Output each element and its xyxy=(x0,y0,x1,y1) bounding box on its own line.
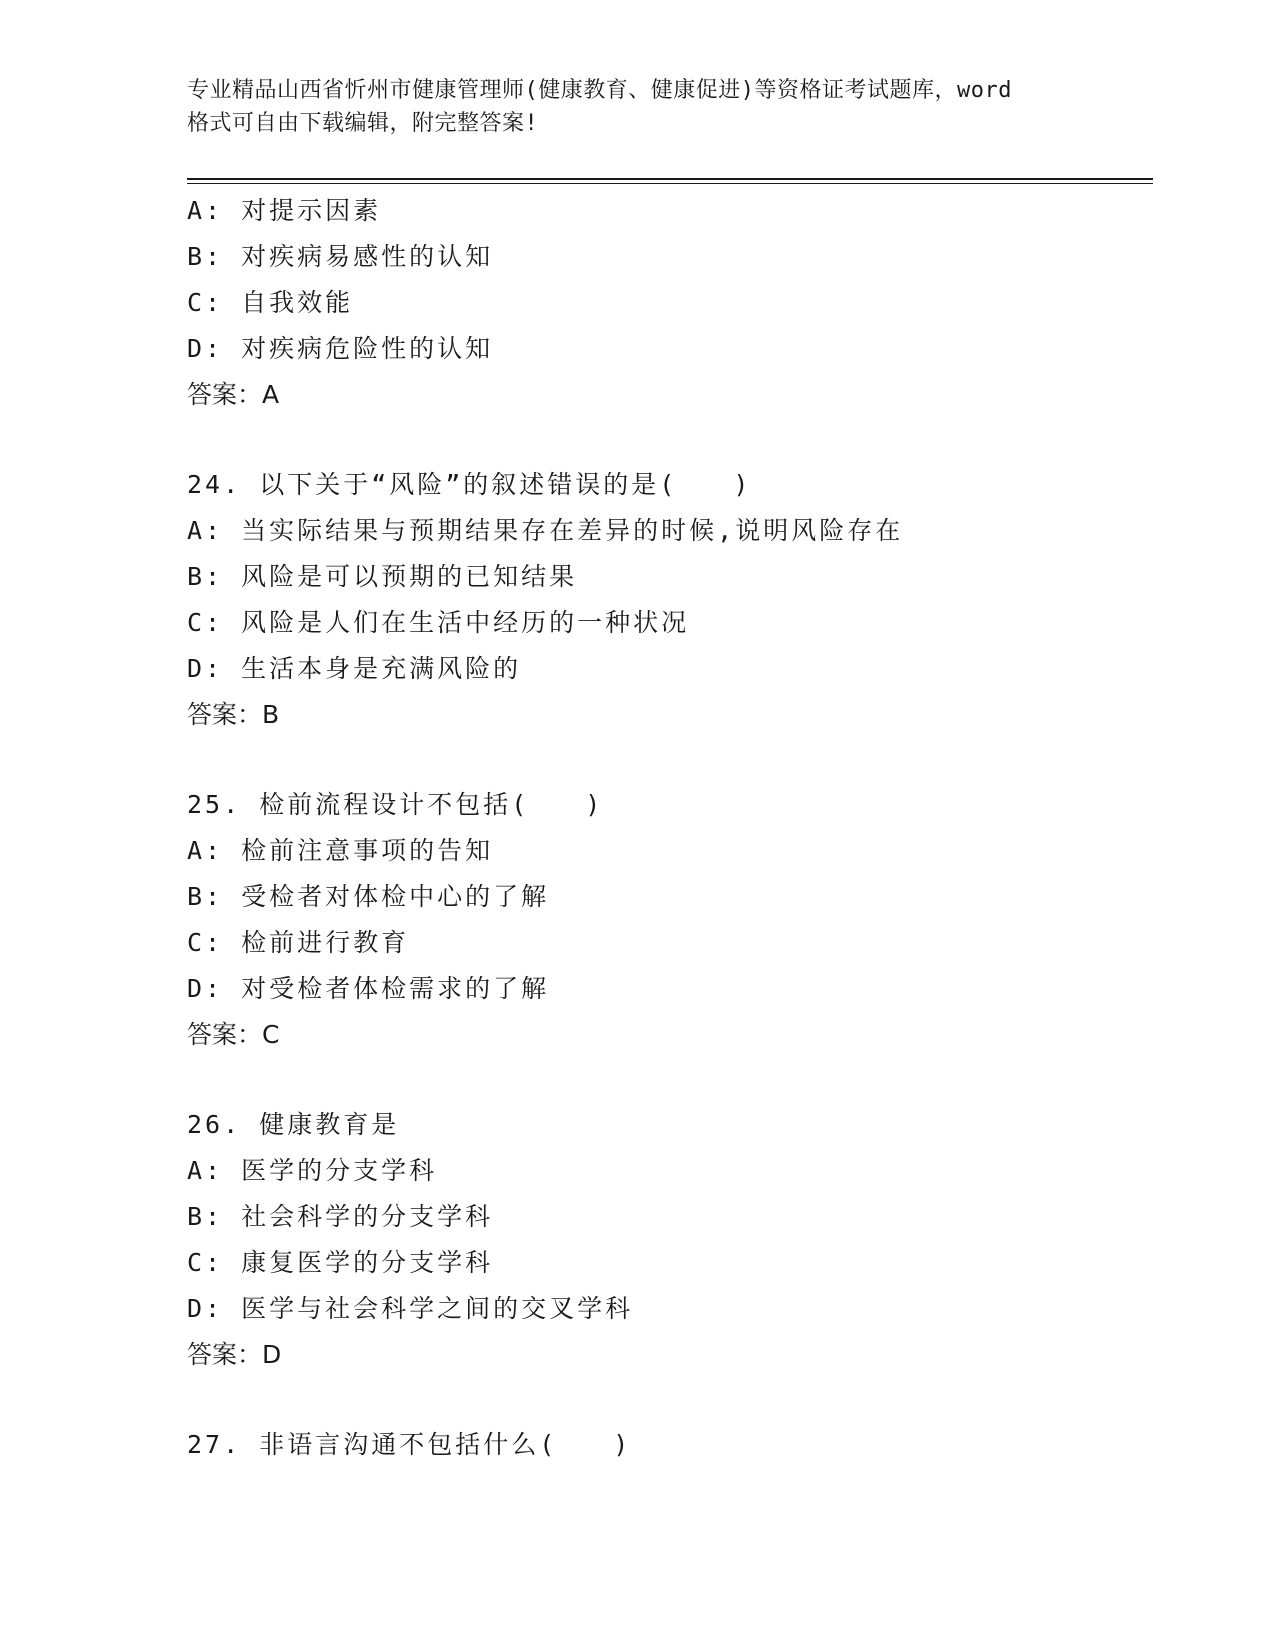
option-d: D: 生活本身是充满风险的 xyxy=(187,654,522,683)
question-23-continued xyxy=(187,188,1153,418)
answer: 答案：C xyxy=(187,1020,280,1049)
header-line-2: 格式可自由下载编辑，附完整答案! xyxy=(187,111,539,136)
option-a: A: 医学的分支学科 xyxy=(187,1156,438,1185)
option-a: A: 对提示因素 xyxy=(187,196,382,225)
header-rule-thin xyxy=(187,183,1153,184)
document-header xyxy=(187,74,1107,140)
question-list xyxy=(187,188,1153,1468)
question-stem: 24. 以下关于“风险”的叙述错误的是( ) xyxy=(187,470,752,499)
option-c: C: 自我效能 xyxy=(187,288,354,317)
option-c: C: 检前进行教育 xyxy=(187,928,410,957)
question-25 xyxy=(187,782,1153,1058)
answer: 答案：B xyxy=(187,700,280,729)
option-b: B: 对疾病易感性的认知 xyxy=(187,242,494,271)
option-d: D: 对疾病危险性的认知 xyxy=(187,334,494,363)
question-stem: 26. 健康教育是 xyxy=(187,1110,400,1139)
option-c: C: 风险是人们在生活中经历的一种状况 xyxy=(187,608,690,637)
option-b: B: 风险是可以预期的已知结果 xyxy=(187,562,578,591)
option-b: B: 社会科学的分支学科 xyxy=(187,1202,494,1231)
option-c: C: 康复医学的分支学科 xyxy=(187,1248,494,1277)
header-rule-thick xyxy=(187,178,1153,180)
option-d: D: 医学与社会科学之间的交叉学科 xyxy=(187,1294,634,1323)
question-26 xyxy=(187,1102,1153,1378)
option-a: A: 当实际结果与预期结果存在差异的时候,说明风险存在 xyxy=(187,516,904,545)
option-b: B: 受检者对体检中心的了解 xyxy=(187,882,550,911)
header-line-1: 专业精品山西省忻州市健康管理师(健康教育、健康促进)等资格证考试题库，word xyxy=(187,78,1012,103)
question-stem: 25. 检前流程设计不包括( ) xyxy=(187,790,604,819)
option-d: D: 对受检者体检需求的了解 xyxy=(187,974,550,1003)
question-24 xyxy=(187,462,1153,738)
option-a: A: 检前注意事项的告知 xyxy=(187,836,494,865)
question-stem: 27. 非语言沟通不包括什么( ) xyxy=(187,1430,632,1459)
answer: 答案：A xyxy=(187,380,280,409)
answer: 答案：D xyxy=(187,1340,282,1369)
question-27 xyxy=(187,1422,1153,1468)
